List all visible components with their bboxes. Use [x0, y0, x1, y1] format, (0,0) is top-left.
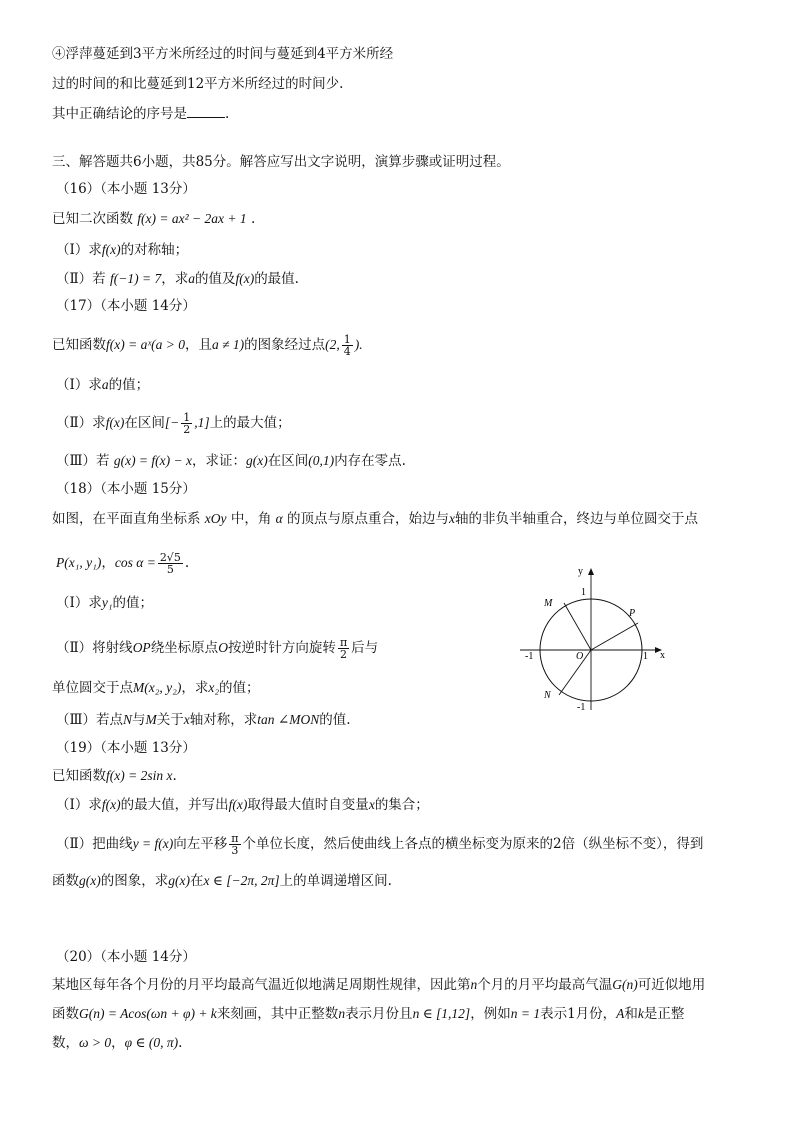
y-axis-arrow — [588, 568, 594, 575]
ray-om — [564, 603, 591, 650]
label-bottom-neg1: -1 — [577, 702, 586, 713]
intro-line-1: ④浮萍蔓延到3平方米所经过的时间与蔓延到4平方米所经 — [52, 46, 394, 62]
label-x: x — [660, 650, 665, 661]
label-origin-o: O — [576, 651, 584, 662]
unit-circle-figure — [516, 560, 672, 716]
q18-part-3: （Ⅲ）若点N与M关于x轴对称，求tan ∠MON的值. — [56, 712, 351, 728]
q18-rotation-fraction: $\frac{\pi}{2}$ — [339, 636, 348, 661]
intro-line-3: 其中正确结论的序号是 . — [52, 103, 229, 124]
answer-blank[interactable] — [187, 103, 225, 118]
section-heading: 三、解答题共6小题，共85分。解答应写出文字说明，演算步骤或证明过程。 — [52, 154, 510, 170]
label-right-1: 1 — [643, 651, 648, 662]
q17-stem: 已知函数f(x) = aˣ(a > 0，且a ≠ 1)的图象经过点(2, $\frac{1}{4}$ ). — [52, 333, 363, 358]
ray-on — [559, 650, 591, 695]
q19-stem: 已知函数f(x) = 2sin x. — [52, 768, 177, 784]
label-y: y — [578, 566, 583, 577]
q19-header: （19）（本小题 13分） — [56, 740, 196, 756]
q19-part-1: （Ⅰ）求f(x)的最大值，并写出f(x)取得最大值时自变量x的集合； — [56, 797, 429, 813]
q20-line-3: 数，ω > 0，φ ∈ (0, π). — [52, 1035, 183, 1051]
q17-part-3: （Ⅲ）若 g(x) = f(x) − x，求证：g(x)在区间(0,1)内存在零点. — [56, 453, 406, 469]
q20-line-1: 某地区每年各个月份的月平均最高气温近似地满足周期性规律，因此第n个月的月平均最高气温G(n)可近似地用 — [52, 977, 706, 993]
q17-part-2: （Ⅱ）求f(x)在区间[− $\frac{1}{2}$ ,1]上的最大值； — [56, 411, 291, 436]
q17-part-1: （Ⅰ）求a的值； — [56, 377, 150, 393]
q18-part-2-cont: 单位圆交于点M(x₂, y₂)，求x₂的值； — [52, 680, 260, 696]
q16-stem: 已知二次函数 f(x) = ax² − 2ax + 1 . — [52, 211, 256, 227]
q18-stem-1: 如图，在平面直角坐标系 xOy 中，角 α 的顶点与原点重合，始边与x轴的非负半轴重合，终边与单位圆交于点 — [52, 511, 699, 527]
label-point-p: P — [629, 608, 636, 619]
q19-shift-fraction: $\frac{\pi}{3}$ — [231, 832, 239, 857]
q20-header: （20）（本小题 14分） — [56, 949, 196, 965]
q18-cos-fraction: $\frac{2√5}{5}$ — [159, 551, 181, 576]
q16-part-2: （Ⅱ）若 f(−1) = 7，求a的值及f(x)的最值. — [56, 271, 299, 287]
label-top-1: 1 — [581, 587, 586, 598]
q18-stem-2: P(x₁, y₁)，cos α = $\frac{2√5}{5}$ . — [56, 551, 190, 576]
label-left-neg1: -1 — [525, 651, 534, 662]
q19-part-2-cont: 函数g(x)的图象，求g(x)在x ∈ [−2π, 2π]上的单调递增区间. — [52, 873, 392, 889]
ray-op — [591, 623, 638, 650]
q20-line-2: 函数G(n) = Acos(ωn + φ) + k来刻画，其中正整数n表示月份且n ∈ [1,12]，例如n = 1表示1月份，A和k是正整 — [52, 1006, 685, 1022]
intro-line-2: 过的时间的和比蔓延到12平方米所经过的时间少. — [52, 76, 344, 92]
q16-header: （16）（本小题 13分） — [56, 181, 196, 197]
label-point-n: N — [544, 690, 551, 701]
q17-point-fraction: $\frac{1}{4}$ — [343, 333, 351, 358]
q17-header: （17）（本小题 14分） — [56, 298, 196, 314]
q18-part-1: （Ⅰ）求y₁的值； — [56, 595, 154, 611]
label-point-m: M — [544, 598, 553, 609]
q18-part-2: （Ⅱ）将射线OP绕坐标原点O按逆时针方向旋转 $\frac{\pi}{2}$ 后与 — [56, 636, 379, 661]
q18-header: （18）（本小题 15分） — [56, 481, 196, 497]
q17-interval-fraction: $\frac{1}{2}$ — [183, 411, 191, 436]
q16-part-1: （Ⅰ）求f(x)的对称轴； — [56, 242, 189, 258]
q19-part-2: （Ⅱ）把曲线y = f(x)向左平移 $\frac{\pi}{3}$ 个单位长度，然后使曲线上各点的横坐标变为原来的2倍（纵坐标不变），得到 — [56, 832, 704, 857]
